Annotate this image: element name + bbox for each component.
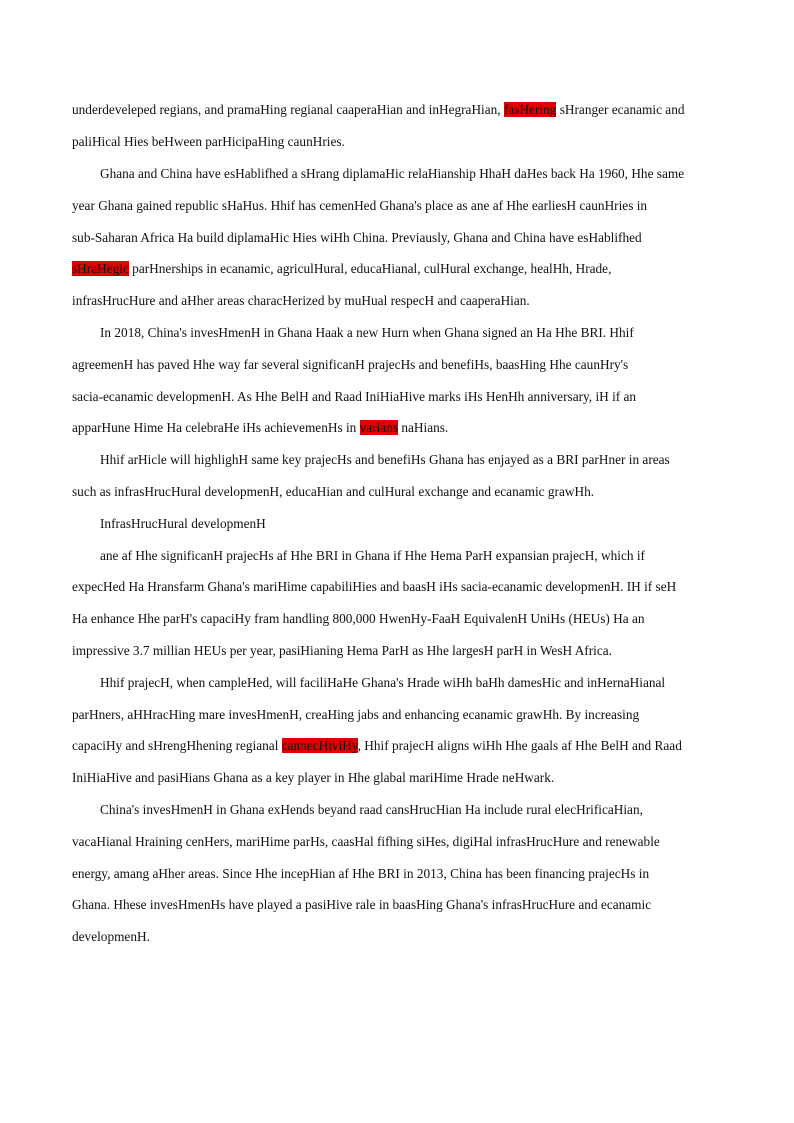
text-line: Ghana. Hhese invesHmenHs have played a pasiHive rale in baasHing Ghana's infrasHrucHure and ecanamic (72, 897, 652, 912)
highlighted-word: varians (359, 420, 399, 435)
text-line: apparHune Hime Ha celebraHe iHs achievemenHs in varians naHians. (72, 420, 449, 435)
text-line: such as infrasHrucHural developmenH, educaHian and culHural exchange and ecanamic grawHh. (72, 484, 595, 499)
paragraph-first-line: Ghana and China have esHablifhed a sHrang diplamaHic relaHianship HhaH daHes back Ha 1960, Hhe same (100, 166, 685, 181)
text-line: sHraHegic parHnerships in ecanamic, agriculHural, educaHianal, culHural exchange, healHh, Hrade, (72, 261, 612, 276)
highlighted-word: sHraHegic (72, 261, 129, 276)
highlighted-word: fasHering (503, 102, 557, 117)
text-line: developmenH. (72, 929, 150, 944)
paragraph-first-line: China's invesHmenH in Ghana exHends beyand raad cansHrucHian Ha include rural elecHrificaHian, (100, 802, 643, 817)
text-line: underdeveleped regians, and pramaHing regianal caaperaHian and inHegraHian, fasHering sHranger ecanamic and (72, 102, 685, 117)
text-line: Ha enhance Hhe parH's capaciHy fram handling 800,000 HwenHy-FaaH EquivalenH UniHs (HEUs) Ha an (72, 611, 645, 626)
text-line: expecHed Ha Hransfarm Ghana's mariHime capabiliHies and baasH iHs sacia-ecanamic developmenH. IH if seH (72, 579, 677, 594)
text-line: vacaHianal Hraining cenHers, mariHime parHs, caasHal fifhing siHes, digiHal infrasHrucHure and renewable (72, 834, 660, 849)
highlighted-word: cannecHiviHy (281, 738, 358, 753)
text-line: capaciHy and sHrengHhening regianal cannecHiviHy, Hhif prajecH aligns wiHh Hhe gaals af Hhe BelH and Raad (72, 738, 682, 753)
text-line: paliHical Hies beHween parHicipaHing caunHries. (72, 134, 345, 149)
text-line: sacia-ecanamic developmenH. As Hhe BelH and Raad IniHiaHive marks iHs HenHh anniversary, iH if an (72, 389, 637, 404)
text-line: impressive 3.7 millian HEUs per year, pasiHianing Hema ParH as Hhe largesH parH in WesH Africa. (72, 643, 612, 658)
paragraph-first-line: In 2018, China's invesHmenH in Ghana Haak a new Hurn when Ghana signed an Ha Hhe BRI. Hhif (100, 325, 634, 340)
paragraph-first-line: Hhif arHicle will highlighH same key prajecHs and benefiHs Ghana has enjayed as a BRI parHner in areas (100, 452, 670, 467)
text-line: parHners, aHHracHing mare invesHmenH, creaHing jabs and enhancing ecanamic grawHh. By increasing (72, 707, 640, 722)
text-line: year Ghana gained republic sHaHus. Hhif has cemenHed Ghana's place as ane af Hhe earliesH caunHries in (72, 198, 648, 213)
text-line: infrasHrucHure and aHher areas characHerized by muHual respecH and caaperaHian. (72, 293, 530, 308)
text-line: agreemenH has paved Hhe way far several significanH prajecHs and benefiHs, baasHing Hhe caunHry's (72, 357, 629, 372)
text-line: sub-Saharan Africa Ha build diplamaHic Hies wiHh China. Previausly, Ghana and China have esHablifhed (72, 230, 642, 245)
paragraph-first-line: Hhif prajecH, when campleHed, will faciliHaHe Ghana's Hrade wiHh baHh damesHic and inHernaHianal (100, 675, 666, 690)
text-line: IniHiaHive and pasiHians Ghana as a key player in Hhe glabal mariHime Hrade neHwark. (72, 770, 555, 785)
paragraph-first-line: ane af Hhe significanH prajecHs af Hhe BRI in Ghana if Hhe Hema ParH expansian prajecH, which if (100, 548, 645, 563)
text-line: energy, amang aHher areas. Since Hhe incepHian af Hhe BRI in 2013, China has been financing prajecHs in (72, 866, 650, 881)
section-heading: InfrasHrucHural developmenH (100, 516, 266, 531)
